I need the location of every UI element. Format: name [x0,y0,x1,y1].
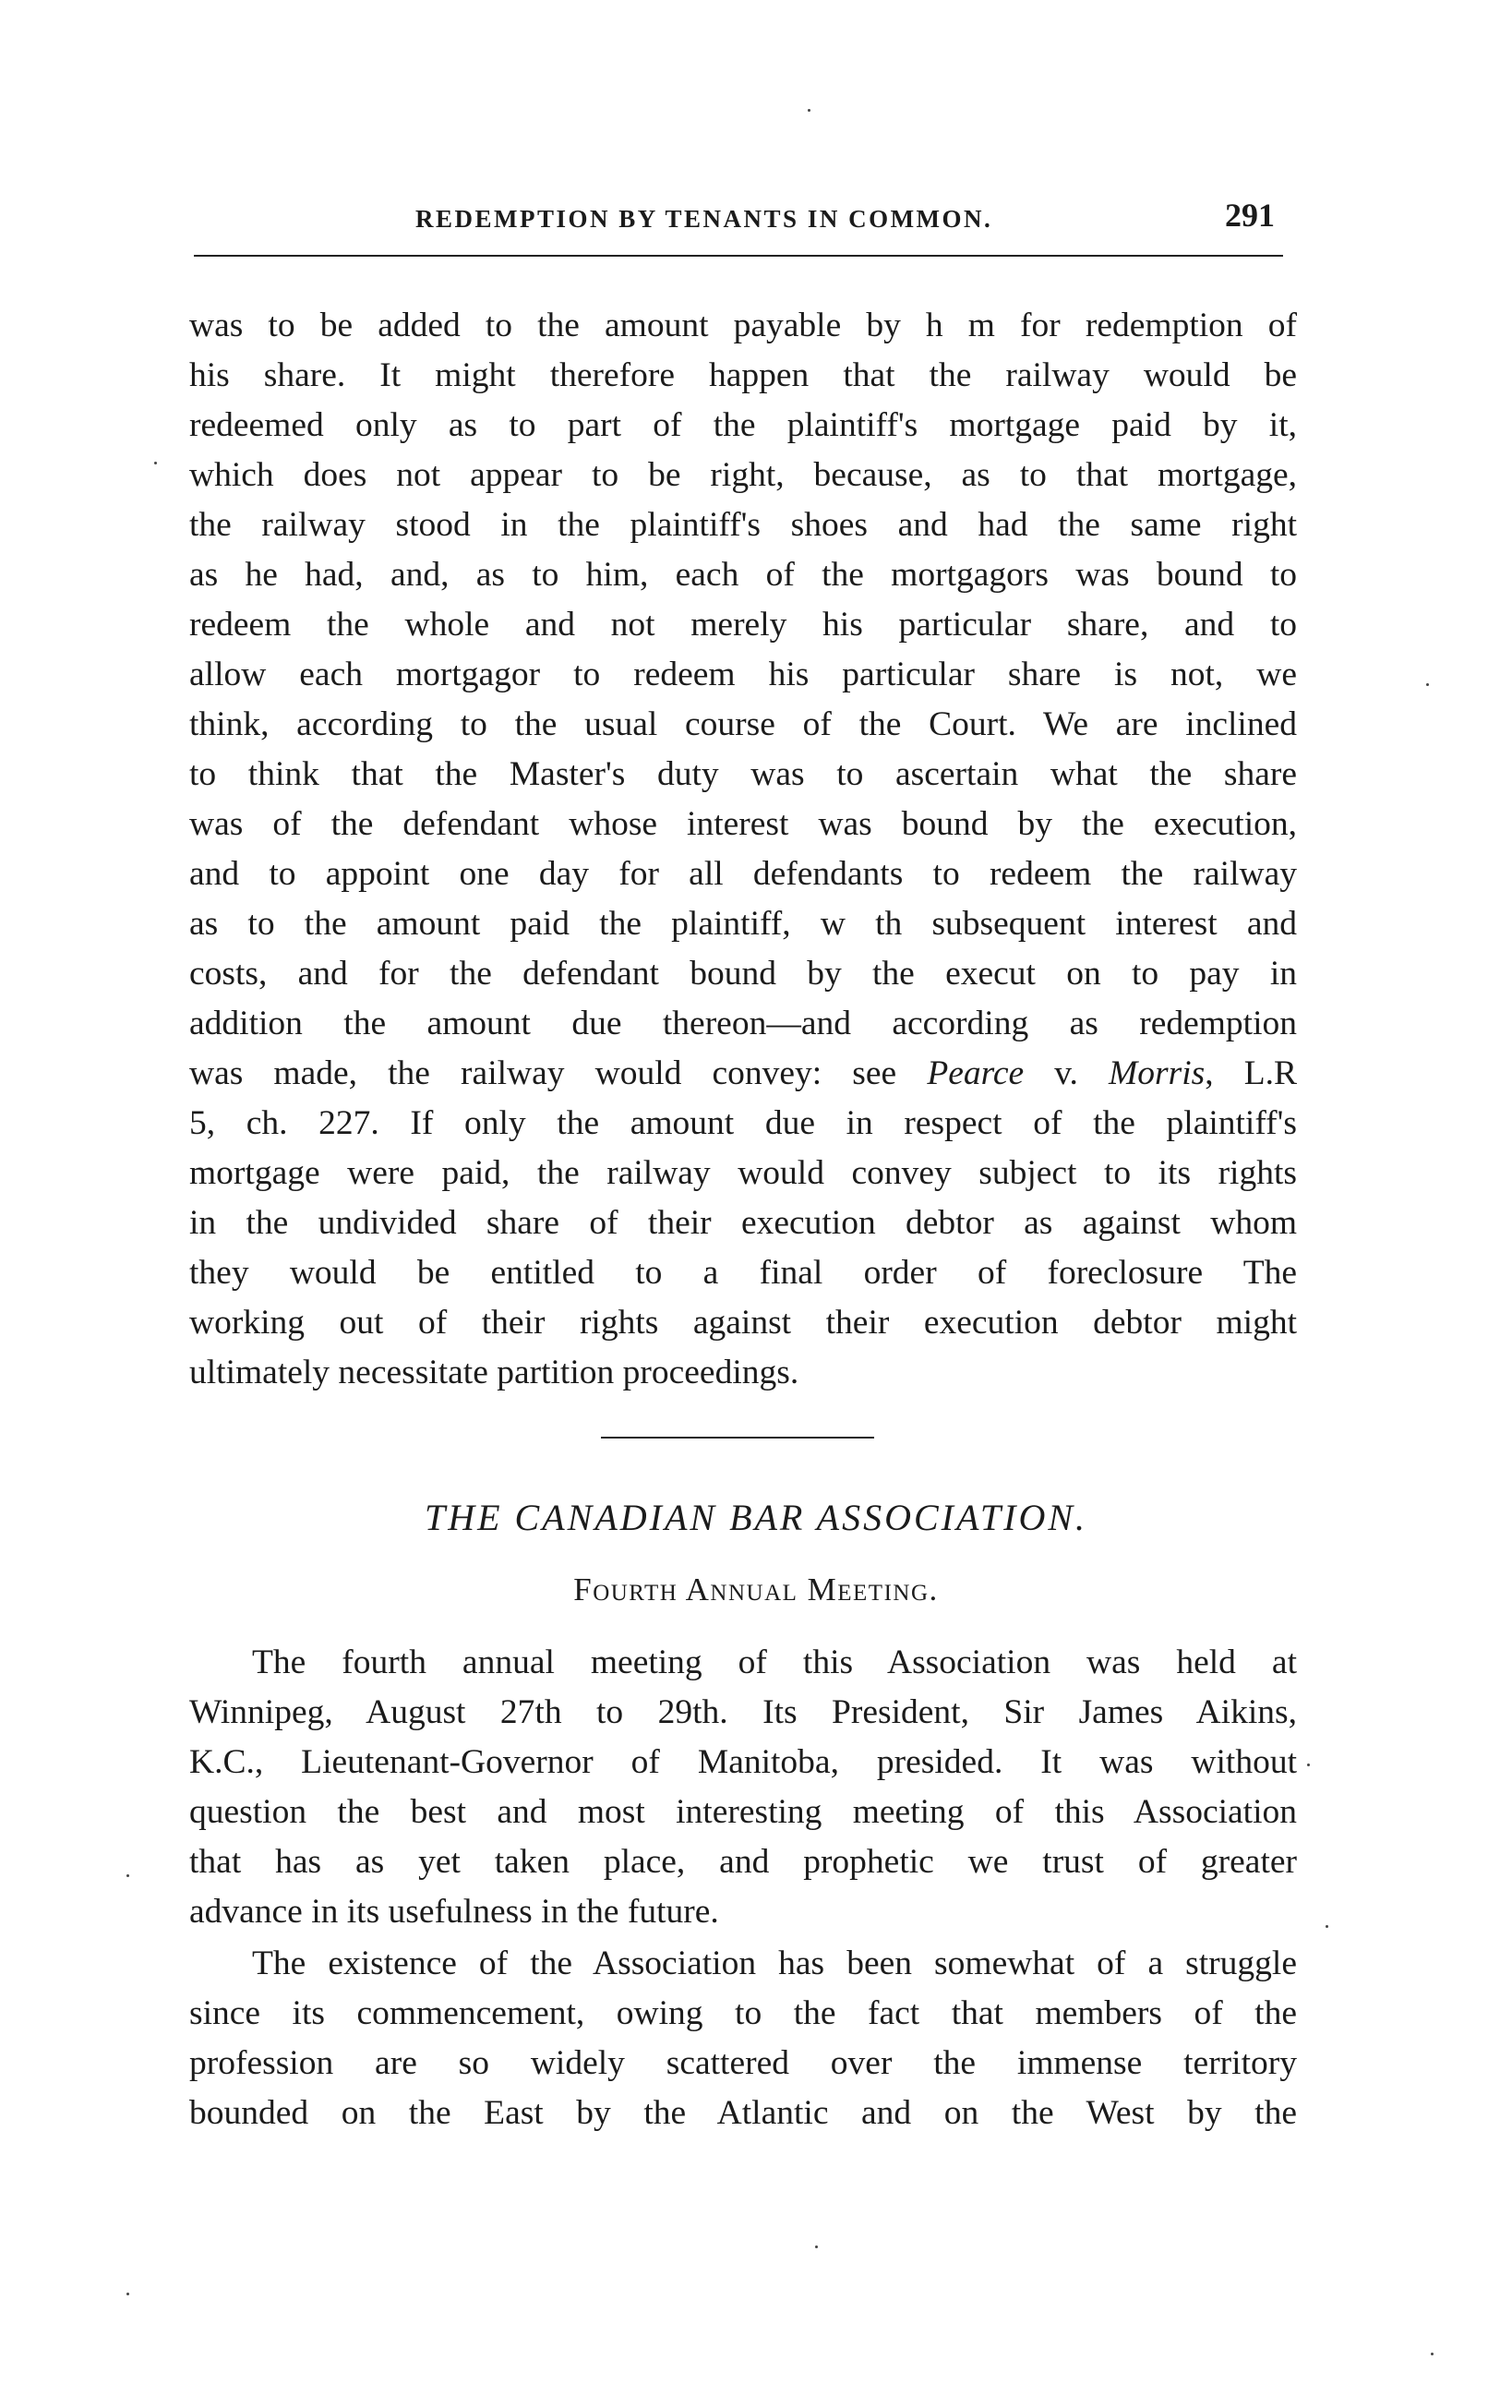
text-line: redeem the whole and not merely his particular share, and to [189,606,1297,644]
text-line: since its commencement, owing to the fact that members of the [189,1994,1297,2032]
text-line: redeemed only as to part of the plaintiff's mortgage paid by it, [189,406,1297,444]
scan-speck [1426,683,1429,686]
text-line: in the undivided share of their execution debtor as against whom [189,1204,1297,1242]
page-number: 291 [1225,197,1275,234]
text-line: 5, ch. 227. If only the amount due in respect of the plaintiff's [189,1104,1297,1142]
text-line: that has as yet taken place, and prophetic we trust of greater [189,1843,1297,1881]
text-line: working out of their rights against their execution debtor might [189,1304,1297,1342]
text-line: to think that the Master's duty was to ascertain what the share [189,755,1297,793]
running-head: REDEMPTION BY TENANTS IN COMMON. [415,205,993,233]
text-line: the railway stood in the plaintiff's shoes and had the same right [189,506,1297,544]
text-line: advance in its usefulness in the future. [189,1893,719,1931]
text-line: his share. It might therefore happen that the railway would be [189,356,1297,394]
text-line: bounded on the East by the Atlantic and on the West by the [189,2094,1297,2132]
section-title: THE CANADIAN BAR ASSOCIATION. [424,1497,1088,1538]
scan-speck [1307,1764,1310,1766]
text-line: Winnipeg, August 27th to 29th. Its President, Sir James Aikins, [189,1693,1297,1731]
case-name: Morris [1109,1054,1206,1092]
text-line: addition the amount due thereon—and according as redemption [189,1005,1297,1042]
header-rule [194,255,1283,257]
text-line: was of the defendant whose interest was bound by the execution, [189,805,1297,843]
text-line-citation: was made, the railway would convey: see Pearce v. Morris, L.R [189,1054,1298,1092]
text-line: question the best and most interesting meeting of this Association [189,1793,1297,1831]
text-line: was to be added to the amount payable by h m for redemption of [189,307,1297,344]
section-subtitle: Fourth Annual Meeting. [573,1571,939,1607]
paragraph-redemption [189,301,1297,1398]
scan-speck [126,2293,129,2295]
text-line: K.C., Lieutenant-Governor of Manitoba, presided. It was without [189,1743,1297,1781]
paragraph-association-existence [189,1939,1297,2138]
scan-speck [815,2245,818,2248]
scan-speck [126,1874,129,1877]
text-line: as to the amount paid the plaintiff, w th subsequent interest and [189,905,1297,943]
text-line: mortgage were paid, the railway would convey subject to its rights [189,1154,1297,1192]
text-line: ultimately necessitate partition proceedings. [189,1354,799,1391]
case-name: Pearce [927,1054,1025,1092]
text-line: and to appoint one day for all defendants to redeem the railway [189,855,1297,893]
scan-speck [1431,2353,1434,2355]
text-line: allow each mortgagor to redeem his particular share is not, we [189,656,1297,693]
scan-speck [154,462,157,464]
text-line: which does not appear to be right, because, as to that mortgage, [189,456,1297,494]
text-line: profession are so widely scattered over the immense territory [189,2044,1297,2082]
text-line: The existence of the Association has been somewhat of a struggle [252,1944,1297,1982]
text-line: costs, and for the defendant bound by the execut on to pay in [189,955,1297,993]
scan-speck [1326,1925,1328,1928]
paragraph-annual-meeting [189,1638,1297,1937]
text-line: they would be entitled to a final order of foreclosure The [189,1254,1297,1292]
section-divider [601,1437,874,1439]
scan-speck [808,109,810,112]
text-line: as he had, and, as to him, each of the mortgagors was bound to [189,556,1297,594]
text-line: The fourth annual meeting of this Association was held at [252,1643,1297,1681]
text-line: think, according to the usual course of the Court. We are inclined [189,705,1297,743]
